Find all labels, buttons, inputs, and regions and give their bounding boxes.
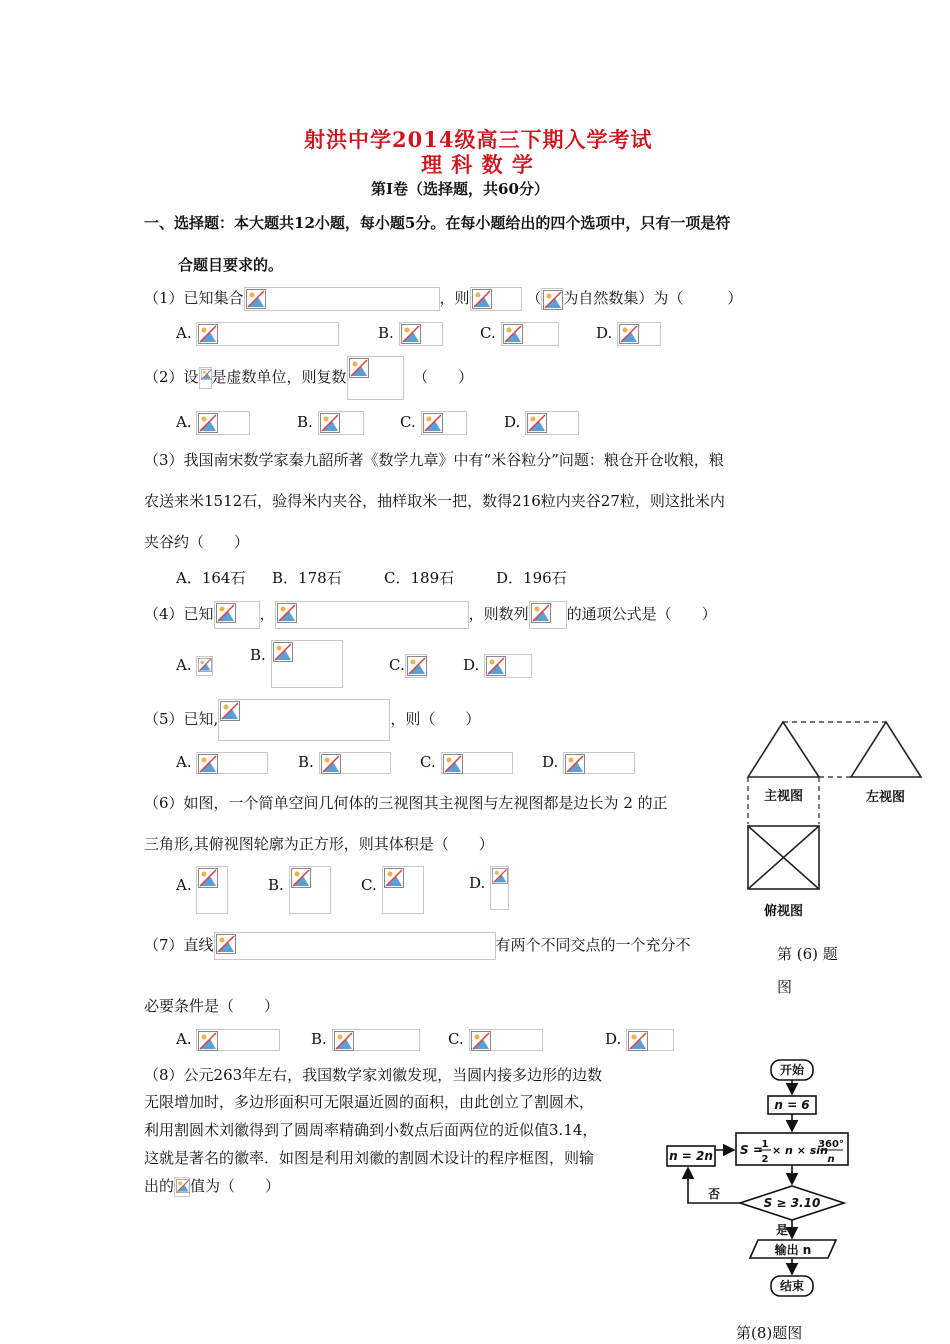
formula-image: [441, 752, 513, 774]
image-placeholder-icon: [407, 656, 427, 676]
image-placeholder-icon: [277, 603, 297, 623]
formula-image: [196, 752, 268, 774]
q3-option-a[interactable]: A．164石: [176, 569, 246, 587]
q4-option-b[interactable]: B.: [250, 640, 343, 688]
image-placeholder-icon: [486, 656, 506, 676]
formula-image: [244, 287, 440, 311]
flow-no-label: 否: [708, 1187, 721, 1201]
image-placeholder-icon: [619, 324, 639, 344]
flow-formula-mid: × n × sin: [772, 1144, 828, 1157]
q3-option-c[interactable]: C．189石: [384, 569, 455, 587]
image-placeholder-icon: [246, 289, 266, 309]
formula-image: [318, 411, 364, 435]
formula-image: [214, 601, 260, 629]
question-2: （2）设 是虚数单位，则复数 （ ）: [144, 356, 473, 400]
image-placeholder-icon: [384, 868, 404, 888]
image-placeholder-icon: [198, 413, 218, 433]
figure-8-caption: 第(8)题图: [736, 1324, 803, 1342]
flow-end-text: 结束: [779, 1279, 805, 1293]
section-heading-line2: 合题目要求的。: [178, 256, 284, 274]
question-3-line3: 夹谷约（ ）: [144, 533, 250, 551]
question-8-line3: 利用割圆术刘徽得到了圆周率精确到小数点后面两位的近似值3.14，: [144, 1121, 598, 1139]
three-view-figure: [740, 716, 926, 921]
image-placeholder-icon: [198, 324, 218, 344]
question-8-line1: （8）公元263年左右，我国数学家刘徽发现，当圆内接多边形的边数: [144, 1066, 603, 1084]
image-placeholder-icon: [423, 413, 443, 433]
flow-formula-half-num: 1: [761, 1139, 769, 1150]
formula-image: [174, 1177, 190, 1197]
flow-formula-angle-den: n: [827, 1154, 835, 1165]
figure-6-caption-2: 图: [777, 978, 793, 996]
flow-init-text: n = 6: [774, 1098, 810, 1112]
formula-image: [347, 356, 404, 400]
formula-image: [490, 866, 509, 910]
figure-6-caption: 第 (6) 题: [777, 945, 838, 963]
image-placeholder-icon: [198, 658, 212, 672]
formula-image: [214, 932, 496, 960]
image-placeholder-icon: [201, 369, 212, 380]
image-placeholder-icon: [198, 754, 218, 774]
flow-formula-angle-num: 360°: [818, 1139, 844, 1150]
formula-image: [469, 1029, 543, 1051]
flow-formula-s: S =: [740, 1143, 763, 1157]
q3-option-d[interactable]: D．196石: [496, 569, 567, 587]
formula-image: [501, 322, 559, 346]
image-placeholder-icon: [320, 413, 340, 433]
question-3-line2: 农送来米1512石，验得米内夹谷，抽样取米一把，数得216粒内夹谷27粒，则这批米内: [144, 492, 725, 510]
formula-image: [421, 411, 467, 435]
q1-option-d[interactable]: D.: [596, 322, 661, 346]
image-placeholder-icon: [291, 868, 311, 888]
volume-title: 第Ⅰ卷（选择题，共60分）: [371, 180, 549, 198]
formula-image: [196, 656, 213, 676]
question-4: （4）已知 ， ，则数列 的通项公式是（ ）: [144, 601, 717, 629]
q7-option-c[interactable]: C.: [448, 1029, 543, 1051]
front-view-label: 主视图: [764, 789, 804, 804]
q7-option-b[interactable]: B.: [311, 1029, 420, 1051]
q2-option-d[interactable]: D.: [504, 411, 579, 435]
q1-option-b[interactable]: B.: [378, 322, 443, 346]
question-7-line2: 必要条件是（ ）: [144, 997, 280, 1015]
q1-option-a[interactable]: A.: [176, 322, 339, 346]
formula-image: [196, 322, 339, 346]
formula-image: [289, 866, 331, 914]
question-8-line2: 无限增加时，多边形面积可无限逼近圆的面积，由此创立了割圆术，: [144, 1093, 595, 1111]
q2-option-b[interactable]: B.: [297, 411, 364, 435]
flowchart: [660, 1056, 860, 1308]
question-7: （7）直线 有两个不同交点的一个充分不: [144, 932, 691, 960]
front-view-triangle: [748, 722, 819, 777]
formula-image: [196, 1029, 280, 1051]
image-placeholder-icon: [527, 413, 547, 433]
subject-title: 理 科 数 学: [421, 152, 534, 177]
flow-condition-text: S ≥ 3.10: [763, 1196, 821, 1210]
q5-option-d[interactable]: D.: [542, 752, 635, 774]
q4-option-a[interactable]: A.: [176, 656, 213, 676]
formula-image: [319, 752, 391, 774]
formula-image: [271, 640, 343, 688]
flow-start-text: 开始: [779, 1063, 805, 1077]
formula-image: [199, 367, 212, 389]
image-placeholder-icon: [273, 642, 293, 662]
formula-image: [218, 699, 390, 741]
q5-option-a[interactable]: A.: [176, 752, 268, 774]
image-placeholder-icon: [543, 290, 563, 310]
left-view-label: 左视图: [866, 790, 906, 805]
formula-image: [196, 866, 228, 914]
formula-image: [484, 654, 532, 678]
question-6-line2: 三角形,其俯视图轮廓为正方形，则其体积是（ ）: [144, 835, 494, 853]
q7-option-a[interactable]: A.: [176, 1029, 280, 1051]
image-placeholder-icon: [401, 324, 421, 344]
question-6-line1: （6）如图，一个简单空间几何体的三视图其主视图与左视图都是边长为 2 的正: [144, 794, 668, 812]
flow-update-text: n = 2n: [669, 1149, 713, 1163]
image-placeholder-icon: [472, 289, 492, 309]
image-placeholder-icon: [216, 934, 236, 954]
image-placeholder-icon: [628, 1031, 648, 1051]
formula-image: [541, 288, 563, 310]
flow-output-text: 输出 n: [774, 1243, 812, 1257]
image-placeholder-icon: [492, 868, 508, 884]
q6-option-a[interactable]: A.: [176, 866, 228, 914]
image-placeholder-icon: [531, 603, 551, 623]
formula-image: [525, 411, 579, 435]
q1-option-c[interactable]: C.: [480, 322, 559, 346]
section-heading-line1: 一、选择题：本大题共12小题，每小题5分。在每小题给出的四个选项中，只有一项是符: [144, 214, 731, 232]
image-placeholder-icon: [220, 701, 240, 721]
image-placeholder-icon: [321, 754, 341, 774]
formula-image: [470, 287, 522, 311]
question-3-line1: （3）我国南宋数学家秦九韶所著《数学九章》中有“米谷粒分”问题：粮仓开仓收粮，粮: [144, 451, 724, 469]
image-placeholder-icon: [198, 1031, 218, 1051]
image-placeholder-icon: [334, 1031, 354, 1051]
q6-option-d[interactable]: D.: [469, 866, 509, 910]
question-8-line4: 这就是著名的徽率．如图是利用刘徽的割圆术设计的程序框图，则输: [144, 1149, 595, 1167]
top-view-label: 俯视图: [764, 904, 804, 919]
formula-image: [399, 322, 443, 346]
image-placeholder-icon: [198, 868, 218, 888]
left-view-triangle: [851, 722, 921, 777]
formula-image: [382, 866, 424, 914]
q2-option-a[interactable]: A.: [176, 411, 250, 435]
question-5: （5）已知, ，则（ ）: [144, 699, 480, 741]
formula-image: [563, 752, 635, 774]
formula-image: [529, 601, 567, 629]
q6-option-c[interactable]: C.: [361, 866, 424, 914]
formula-image: [332, 1029, 420, 1051]
formula-image: [196, 411, 250, 435]
flow-yes-label: 是: [776, 1223, 789, 1237]
flow-formula-half-den: 2: [761, 1154, 769, 1165]
image-placeholder-icon: [471, 1031, 491, 1051]
image-placeholder-icon: [443, 754, 463, 774]
exam-title: 射洪中学2014级高三下期入学考试: [304, 127, 653, 152]
q5-option-b[interactable]: B.: [298, 752, 391, 774]
formula-image: [626, 1029, 674, 1051]
image-placeholder-icon: [349, 358, 369, 378]
image-placeholder-icon: [176, 1179, 190, 1193]
formula-image: [617, 322, 661, 346]
q4-option-d[interactable]: D.: [463, 654, 532, 678]
q7-option-d[interactable]: D.: [605, 1029, 674, 1051]
image-placeholder-icon: [503, 324, 523, 344]
question-1: （1）已知集合 ，则 （ 为自然数集）为（ ）: [144, 287, 742, 311]
formula-image: [405, 654, 427, 678]
image-placeholder-icon: [565, 754, 585, 774]
image-placeholder-icon: [216, 603, 236, 623]
formula-image: [275, 601, 469, 629]
q4-option-c[interactable]: C.: [389, 654, 427, 678]
q2-option-c[interactable]: C.: [400, 411, 467, 435]
q3-option-b[interactable]: B．178石: [272, 569, 342, 587]
q6-option-b[interactable]: B.: [268, 866, 331, 914]
question-8-line5: 出的 值为（ ）: [144, 1177, 281, 1195]
q5-option-c[interactable]: C.: [420, 752, 513, 774]
